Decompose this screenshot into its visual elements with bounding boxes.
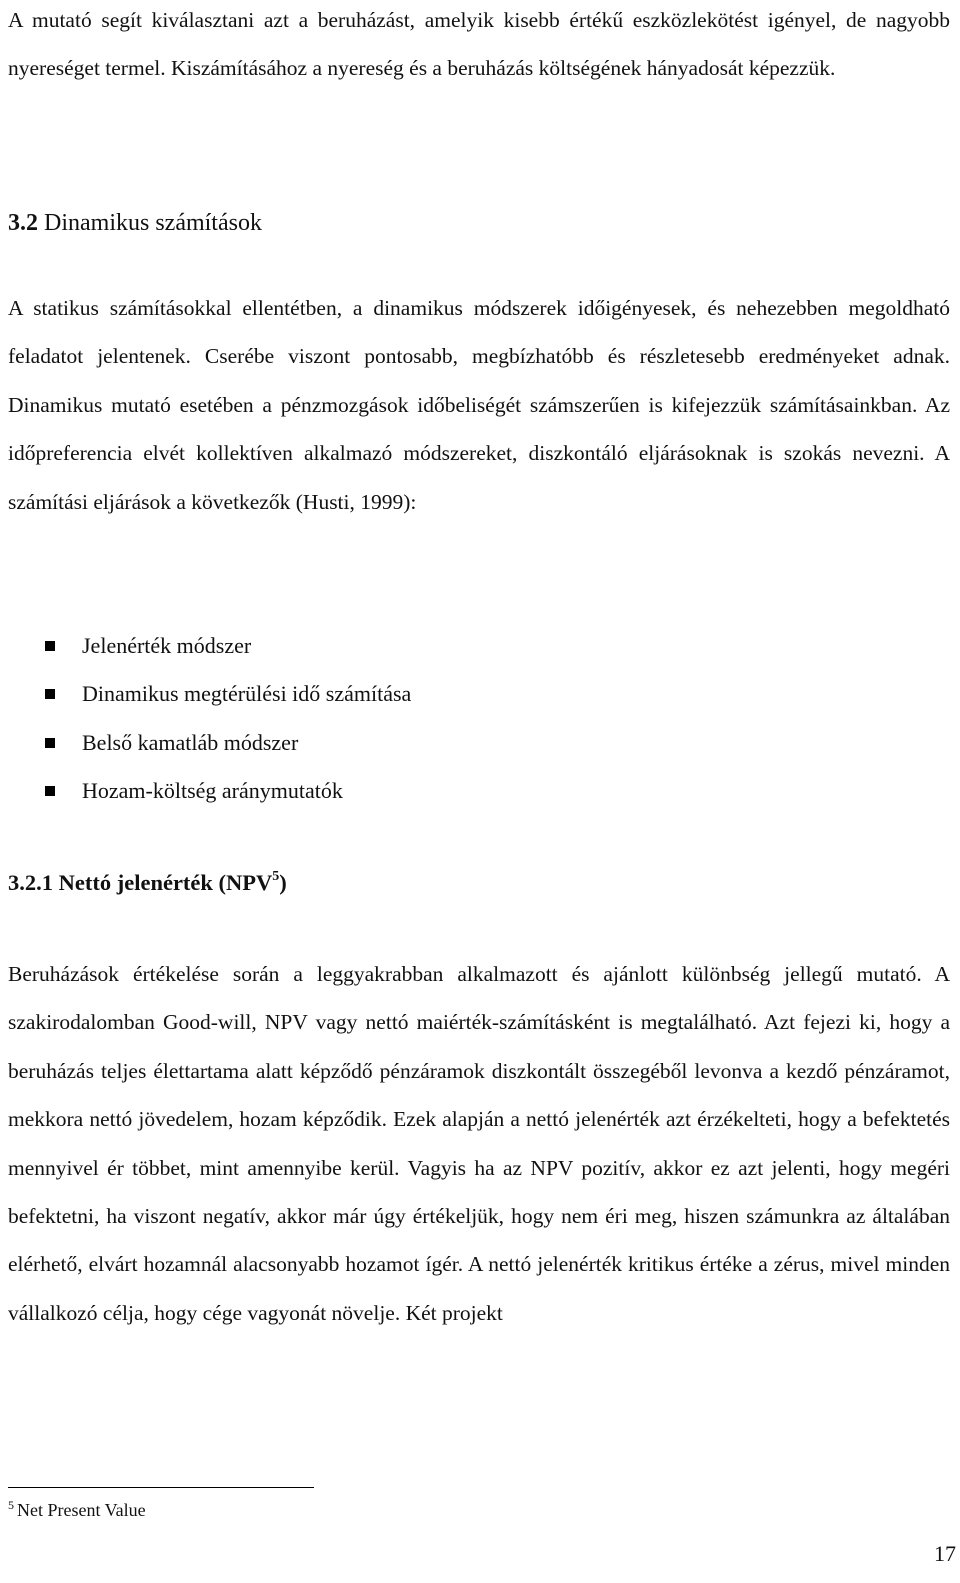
section-3-2-paragraph: A statikus számításokkal ellentétben, a dinamikus módszerek időigényesek, és nehezebben megoldható feladatot jelentenek. Cserébe viszont pontosabb, megbízhatóbb és részletesebb eredményeket adnak. Dinamikus mutató esetében a pénzmozgások időbeliségét számszerűen is kifejezzük számításainkban. Az időpreferencia elvét kollektíven alkalmazó módszereket, diszkontáló eljárásoknak is szokás nevezni. A számítási eljárások a következők (Husti, 1999): xyxy=(8,296,950,514)
list-item-text: Belső kamatláb módszer xyxy=(82,729,299,755)
footnote-divider xyxy=(8,1487,314,1488)
method-list xyxy=(8,622,411,815)
square-bullet-icon xyxy=(45,786,55,796)
section-number: 3.2 xyxy=(8,210,38,236)
footnote xyxy=(8,1498,146,1521)
list-item xyxy=(8,767,411,815)
footnote-number: 5 xyxy=(8,1498,14,1512)
square-bullet-icon xyxy=(45,641,55,651)
intro-paragraph: A mutató segít kiválasztani azt a beruházást, amelyik kisebb értékű eszközlekötést igényel, de nagyobb nyereséget termel. Kiszámításához a nyereség és a beruházás költségének hányadosát képezzük. xyxy=(8,8,950,81)
footnote-text: Net Present Value xyxy=(17,1500,146,1520)
subsection-title: 3.2.1 Nettó jelenérték (NPV xyxy=(8,870,273,895)
subsection-title-close: ) xyxy=(279,870,287,895)
list-item xyxy=(8,670,411,718)
list-item-text: Jelenérték módszer xyxy=(82,633,252,658)
list-item xyxy=(8,719,411,767)
section-heading-3-2-1 xyxy=(8,870,287,896)
list-item-text: Hozam-költség aránymutatók xyxy=(82,777,343,803)
list-item xyxy=(8,622,411,670)
square-bullet-icon xyxy=(45,689,55,699)
page-number: 17 xyxy=(934,1541,956,1566)
section-title: Dinamikus számítások xyxy=(44,210,262,236)
footnote-reference[interactable]: 5 xyxy=(272,868,280,884)
list-item-text: Dinamikus megtérülési idő számítása xyxy=(82,681,412,707)
section-heading-3-2 xyxy=(8,210,262,237)
square-bullet-icon xyxy=(45,738,55,748)
section-3-2-1-paragraph: Beruházások értékelése során a leggyakrabban alkalmazott és ajánlott különbség jellegű mutató. A szakirodalomban Good-will, NPV vagy nettó maiérték-számításként is megtalálható. Azt fejezi ki, hogy a beruházás teljes élettartama alatt képződő pénzáramok diszkontált összegéből levonva a kezdő pénzáramot, mekkora nettó jövedelem, hozam képződik. Ezek alapján a nettó jelenérték azt érzékelteti, hogy a befektetés mennyivel ér többet, mint amennyibe kerül. Vagyis ha az NPV pozitív, akkor ez azt jelenti, hogy megéri befektetni, ha viszont negatív, akkor már úgy értékeljük, hogy nem éri meg, hiszen számunkra az általában elérhető, elvárt hozamnál alacsonyabb hozamot ígér. A nettó jelenérték kritikus értéke a zérus, mivel minden vállalkozó célja, hogy cége vagyonát növelje. Két projekt xyxy=(8,962,950,1325)
